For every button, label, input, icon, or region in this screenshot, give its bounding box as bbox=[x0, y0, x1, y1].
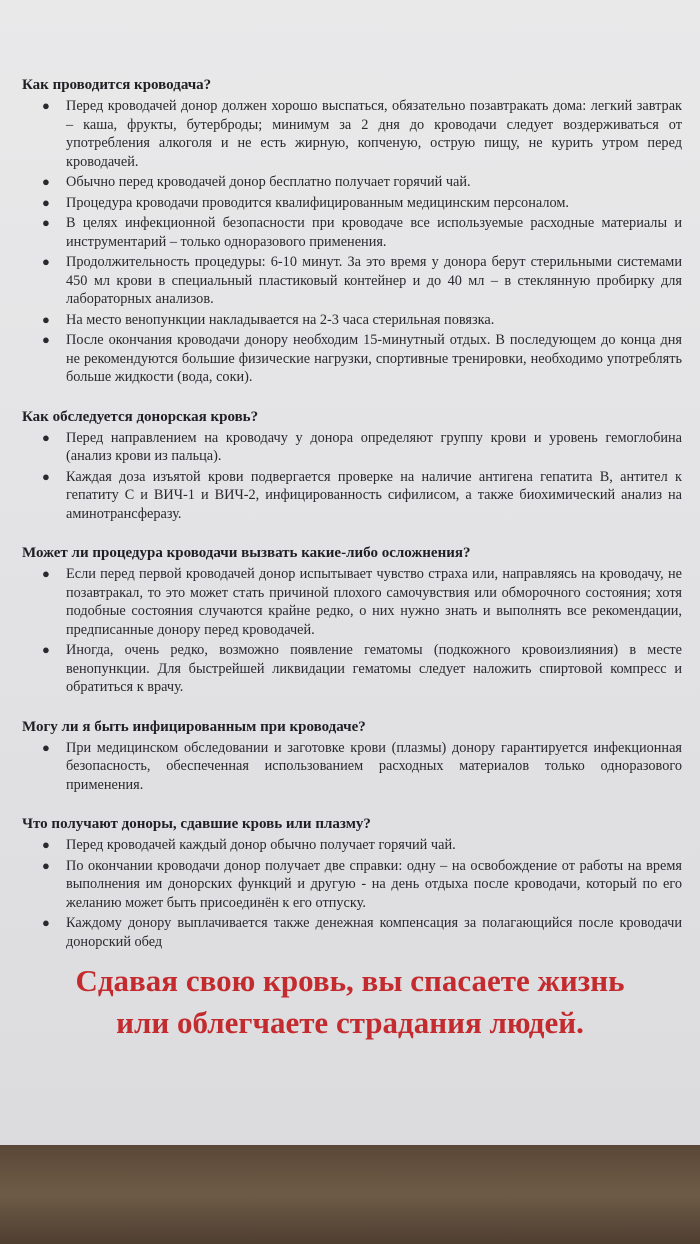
list-item: ● При медицинском обследовании и заготовке крови (плазмы) донору гарантируется инфекционная безопасность, обеспеченная использованием расходных материалов только одноразового применения. bbox=[42, 739, 682, 793]
bullet-icon: ● bbox=[42, 857, 50, 873]
bullet-icon: ● bbox=[42, 915, 50, 930]
bullet-icon: ● bbox=[42, 837, 50, 852]
bullet-list bbox=[22, 836, 682, 951]
section-heading: Что получают доноры, сдавшие кровь или плазму? bbox=[22, 816, 371, 832]
list-item: ● Если перед первой кроводачей донор испытывает чувство страха или, направляясь на кроводачу, не позавтракал, то это может стать причиной плохого самочувствия или обморочного состояния; хотя подобные состояния случаются крайне редко, о них нужно знать и выполнять все рекомендации, предписанные донору перед кроводачей. bbox=[42, 566, 682, 638]
bullet-icon: ● bbox=[42, 194, 50, 210]
list-item: ● Обычно перед кроводачей донор бесплатно получает горячий чай. bbox=[42, 174, 471, 190]
bullet-list bbox=[22, 97, 682, 387]
slogan-line-1: Сдавая свою кровь, вы спасаете жизнь bbox=[75, 963, 625, 998]
slogan-line-2: или облегчаете страдания людей. bbox=[116, 1005, 584, 1040]
list-item: ● Иногда, очень редко, возможно появление гематомы (подкожного кровоизлияния) в месте венопункции. Для быстрейшей ликвидации гематомы следует наложить спиртовой компресс и обратиться к врачу. bbox=[42, 642, 682, 695]
bullet-icon: ● bbox=[42, 739, 50, 755]
bullet-list bbox=[22, 739, 682, 795]
bullet-icon: ● bbox=[42, 254, 50, 269]
section-blood-testing bbox=[22, 408, 682, 524]
list-item: ● Перед кроводачей каждый донор обычно получает горячий чай. bbox=[42, 837, 456, 853]
section-infection bbox=[22, 718, 682, 795]
list-item: ● Продолжительность процедуры: 6-10 минут. За это время у донора берут стерильными системами 450 мл крови в специальный пластиковый контейнер и до 40 мл – в стеклянную пробирку для лабораторных анализов. bbox=[42, 254, 682, 307]
bullet-icon: ● bbox=[42, 566, 50, 581]
section-donor-benefits bbox=[22, 815, 682, 951]
section-heading: Как проводится кроводача? bbox=[22, 77, 212, 93]
bullet-icon: ● bbox=[42, 332, 50, 347]
bullet-icon: ● bbox=[42, 215, 50, 230]
list-item: ● Перед кроводачей донор должен хорошо выспаться, обязательно позавтракать дома: легкий завтрак – каша, фрукты, бутерброды; минимум за 2 дня до кроводачи следует воздерживаться от употребления алкоголя и не есть жирную, копченую, острую пищу, не курить утром перед кроводачей. bbox=[42, 98, 682, 170]
leaflet-content bbox=[22, 76, 682, 972]
list-item: ● На место венопункции накладывается на 2-3 часа стерильная повязка. bbox=[42, 311, 495, 328]
bullet-list bbox=[22, 565, 682, 697]
table-surface bbox=[0, 1145, 700, 1244]
bullet-list bbox=[22, 429, 682, 524]
bullet-icon: ● bbox=[42, 174, 50, 189]
list-item: ● Каждому донору выплачивается также денежная компенсация за полагающийся после кроводачи донорский обед bbox=[42, 915, 682, 950]
bullet-icon: ● bbox=[42, 468, 50, 484]
list-item: ● В целях инфекционной безопасности при кроводаче все используемые расходные материалы и инструментарий – только одноразового применения. bbox=[42, 215, 682, 250]
list-item: ● Процедура кроводачи проводится квалифицированным медицинским персоналом. bbox=[42, 194, 569, 211]
section-heading: Могу ли я быть инфицированным при кроводаче? bbox=[22, 718, 366, 735]
list-item: ● Перед направлением на кроводачу у донора определяют группу крови и уровень гемоглобина (анализ крови из пальца). bbox=[42, 429, 682, 464]
bullet-icon: ● bbox=[42, 98, 50, 113]
list-item: ● По окончании кроводачи донор получает две справки: одну – на освобождение от работы на время выполнения им донорских функций и другую - на день отдыха после кроводачи, который по его желанию может быть присоединён к его отпуску. bbox=[42, 857, 682, 911]
section-complications bbox=[22, 544, 682, 697]
section-heading: Может ли процедура кроводачи вызвать какие-либо осложнения? bbox=[22, 545, 471, 561]
slogan bbox=[0, 960, 700, 1044]
list-item: ● После окончания кроводачи донору необходим 15-минутный отдых. В последующем до конца дня не рекомендуются большие физические нагрузки, спортивные тренировки, необходимо употреблять больше жидкости (вода, соки). bbox=[42, 332, 682, 385]
bullet-icon: ● bbox=[42, 642, 50, 657]
list-item: ● Каждая доза изъятой крови подвергается проверке на наличие антигена гепатита В, антител к гепатиту С и ВИЧ-1 и ВИЧ-2, инфицированность сифилисом, а также биохимический анализ на аминотрансферазу. bbox=[42, 468, 682, 522]
bullet-icon: ● bbox=[42, 429, 50, 445]
section-heading: Как обследуется донорская кровь? bbox=[22, 408, 259, 425]
section-how-donation bbox=[22, 76, 682, 387]
bullet-icon: ● bbox=[42, 311, 50, 327]
